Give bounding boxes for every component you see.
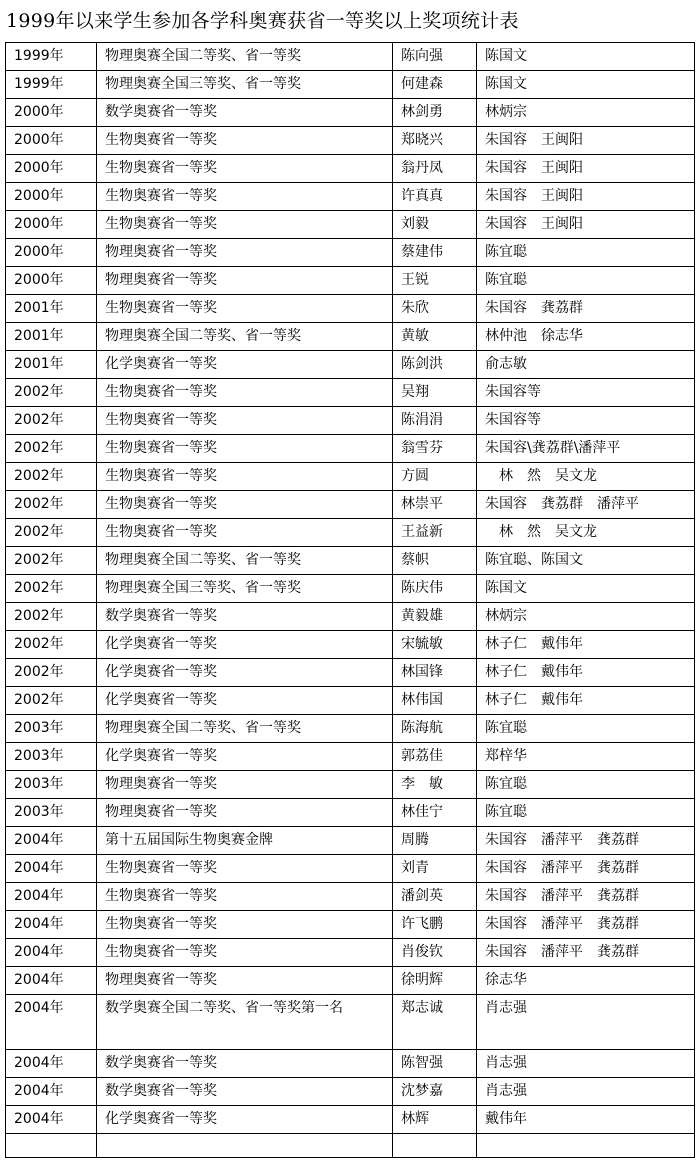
table-row [6,323,695,351]
table-row [6,715,695,743]
teacher-cell: 陈宜聪 [477,239,695,267]
teacher-cell: 朱国容 潘萍平 龚荔群 [477,827,695,855]
student-cell: 许飞鹏 [393,911,477,939]
student-cell: 王锐 [393,267,477,295]
year-cell: 2004年 [6,827,97,855]
student-cell: 蔡帜 [393,547,477,575]
student-cell: 郑志诚 [393,995,477,1050]
award-cell: 化学奥赛省一等奖 [97,743,393,771]
award-cell: 生物奥赛省一等奖 [97,491,393,519]
table-row [6,855,695,883]
teacher-cell: 郑梓华 [477,743,695,771]
student-cell: 徐明辉 [393,967,477,995]
student-cell: 李 敏 [393,771,477,799]
award-cell: 物理奥赛全国三等奖、省一等奖 [97,71,393,99]
student-cell: 翁雪芬 [393,435,477,463]
student-cell: 陈涓涓 [393,407,477,435]
award-cell: 数学奥赛省一等奖 [97,1050,393,1078]
year-cell: 2002年 [6,463,97,491]
year-cell: 2004年 [6,911,97,939]
empty-cell [477,1134,695,1158]
table-row [6,379,695,407]
teacher-cell: 朱国容 王闽阳 [477,127,695,155]
student-cell: 郭荔佳 [393,743,477,771]
student-cell: 陈海航 [393,715,477,743]
table-row [6,1050,695,1078]
award-cell: 生物奥赛省一等奖 [97,883,393,911]
award-cell: 生物奥赛省一等奖 [97,183,393,211]
year-cell: 2001年 [6,295,97,323]
award-cell: 生物奥赛省一等奖 [97,379,393,407]
year-cell: 2000年 [6,239,97,267]
teacher-cell: 朱国容 龚荔群 [477,295,695,323]
teacher-cell: 陈宜聪 [477,715,695,743]
table-row [6,687,695,715]
award-cell: 第十五届国际生物奥赛金牌 [97,827,393,855]
award-cell: 物理奥赛全国二等奖、省一等奖 [97,547,393,575]
teacher-cell: 陈国文 [477,43,695,71]
teacher-cell: 陈国文 [477,575,695,603]
award-cell: 数学奥赛全国二等奖、省一等奖第一名 [97,995,393,1050]
table-row [6,1106,695,1134]
award-cell: 生物奥赛省一等奖 [97,407,393,435]
student-cell: 肖俊钦 [393,939,477,967]
student-cell: 王益新 [393,519,477,547]
table-row [6,295,695,323]
table-row [6,43,695,71]
year-cell: 2004年 [6,1078,97,1106]
teacher-cell: 徐志华 [477,967,695,995]
award-cell: 生物奥赛省一等奖 [97,155,393,183]
teacher-cell: 朱国容等 [477,407,695,435]
teacher-cell: 朱国容 王闽阳 [477,183,695,211]
teacher-cell: 朱国容\龚荔群\潘萍平 [477,435,695,463]
student-cell: 陈庆伟 [393,575,477,603]
year-cell: 2004年 [6,939,97,967]
student-cell: 吴翔 [393,379,477,407]
table-row [6,71,695,99]
year-cell: 2004年 [6,995,97,1050]
table-row [6,463,695,491]
table-row [6,183,695,211]
empty-cell [97,1134,393,1158]
award-cell: 生物奥赛省一等奖 [97,211,393,239]
year-cell: 2000年 [6,211,97,239]
table-row [6,939,695,967]
teacher-cell: 陈宜聪 [477,799,695,827]
award-cell: 数学奥赛省一等奖 [97,1078,393,1106]
teacher-cell: 林子仁 戴伟年 [477,659,695,687]
student-cell: 潘剑英 [393,883,477,911]
award-cell: 物理奥赛省一等奖 [97,267,393,295]
teacher-cell: 肖志强 [477,1050,695,1078]
award-cell: 数学奥赛省一等奖 [97,99,393,127]
table-row [6,267,695,295]
award-cell: 生物奥赛省一等奖 [97,519,393,547]
teacher-cell: 朱国容 王闽阳 [477,211,695,239]
table-row [6,155,695,183]
award-cell: 物理奥赛省一等奖 [97,799,393,827]
table-row [6,211,695,239]
year-cell: 2002年 [6,687,97,715]
teacher-cell: 朱国容 潘萍平 龚荔群 [477,883,695,911]
award-cell: 化学奥赛省一等奖 [97,351,393,379]
teacher-cell: 林仲池 徐志华 [477,323,695,351]
student-cell: 刘毅 [393,211,477,239]
student-cell: 郑晓兴 [393,127,477,155]
year-cell: 2002年 [6,491,97,519]
teacher-cell: 陈宜聪、陈国文 [477,547,695,575]
award-table-body [6,43,695,1158]
student-cell: 蔡建伟 [393,239,477,267]
teacher-cell: 朱国容等 [477,379,695,407]
student-cell: 宋毓敏 [393,631,477,659]
table-row [6,519,695,547]
table-row [6,407,695,435]
student-cell: 周腾 [393,827,477,855]
year-cell: 2000年 [6,155,97,183]
empty-cell [6,1134,97,1158]
teacher-cell: 陈宜聪 [477,771,695,799]
year-cell: 2002年 [6,407,97,435]
award-cell: 生物奥赛省一等奖 [97,855,393,883]
table-row [6,799,695,827]
year-cell: 2002年 [6,575,97,603]
year-cell: 2004年 [6,967,97,995]
table-row [6,435,695,463]
teacher-cell: 林炳宗 [477,99,695,127]
student-cell: 陈智强 [393,1050,477,1078]
student-cell: 沈梦嘉 [393,1078,477,1106]
student-cell: 林佳宁 [393,799,477,827]
teacher-cell: 陈国文 [477,71,695,99]
award-cell: 生物奥赛省一等奖 [97,911,393,939]
teacher-cell: 朱国容 潘萍平 龚荔群 [477,855,695,883]
year-cell: 2000年 [6,99,97,127]
teacher-cell: 肖志强 [477,1078,695,1106]
table-row [6,603,695,631]
student-cell: 林剑勇 [393,99,477,127]
student-cell: 林辉 [393,1106,477,1134]
student-cell: 林伟国 [393,687,477,715]
empty-row [6,1134,695,1158]
award-cell: 物理奥赛全国二等奖、省一等奖 [97,43,393,71]
table-row [6,883,695,911]
student-cell: 何建森 [393,71,477,99]
teacher-cell: 朱国容 潘萍平 龚荔群 [477,939,695,967]
table-row [6,995,695,1050]
table-row [6,911,695,939]
year-cell: 2001年 [6,323,97,351]
student-cell: 陈剑洪 [393,351,477,379]
table-row [6,351,695,379]
year-cell: 2002年 [6,659,97,687]
year-cell: 1999年 [6,43,97,71]
teacher-cell: 林 然 吴文龙 [477,463,695,491]
student-cell: 黄毅雄 [393,603,477,631]
year-cell: 2002年 [6,603,97,631]
year-cell: 2002年 [6,379,97,407]
award-cell: 化学奥赛省一等奖 [97,1106,393,1134]
award-cell: 物理奥赛全国二等奖、省一等奖 [97,323,393,351]
year-cell: 2002年 [6,631,97,659]
teacher-cell: 朱国容 龚荔群 潘萍平 [477,491,695,519]
teacher-cell: 陈宜聪 [477,267,695,295]
student-cell: 朱欣 [393,295,477,323]
award-cell: 物理奥赛省一等奖 [97,239,393,267]
table-row [6,491,695,519]
table-row [6,239,695,267]
teacher-cell: 朱国容 潘萍平 龚荔群 [477,911,695,939]
student-cell: 陈向强 [393,43,477,71]
table-row [6,99,695,127]
table-row [6,771,695,799]
table-row [6,1078,695,1106]
award-cell: 生物奥赛省一等奖 [97,435,393,463]
teacher-cell: 俞志敏 [477,351,695,379]
award-cell: 化学奥赛省一等奖 [97,659,393,687]
year-cell: 2003年 [6,715,97,743]
year-cell: 2002年 [6,547,97,575]
year-cell: 2003年 [6,799,97,827]
award-cell: 生物奥赛省一等奖 [97,463,393,491]
teacher-cell: 朱国容 王闽阳 [477,155,695,183]
award-cell: 化学奥赛省一等奖 [97,687,393,715]
table-row [6,575,695,603]
student-cell: 翁丹凤 [393,155,477,183]
teacher-cell: 林子仁 戴伟年 [477,687,695,715]
award-cell: 生物奥赛省一等奖 [97,295,393,323]
teacher-cell: 肖志强 [477,995,695,1050]
year-cell: 2002年 [6,519,97,547]
year-cell: 2004年 [6,1106,97,1134]
table-row [6,631,695,659]
award-cell: 物理奥赛全国三等奖、省一等奖 [97,575,393,603]
table-row [6,547,695,575]
page-title: 1999年以来学生参加各学科奥赛获省一等奖以上奖项统计表 [6,10,519,32]
teacher-cell: 林炳宗 [477,603,695,631]
table-row [6,743,695,771]
table-row [6,659,695,687]
year-cell: 1999年 [6,71,97,99]
year-cell: 2002年 [6,435,97,463]
student-cell: 许真真 [393,183,477,211]
student-cell: 黄敏 [393,323,477,351]
award-cell: 物理奥赛省一等奖 [97,771,393,799]
year-cell: 2003年 [6,771,97,799]
award-cell: 物理奥赛省一等奖 [97,967,393,995]
student-cell: 林崇平 [393,491,477,519]
empty-cell [393,1134,477,1158]
student-cell: 刘青 [393,855,477,883]
award-cell: 化学奥赛省一等奖 [97,631,393,659]
teacher-cell: 林子仁 戴伟年 [477,631,695,659]
year-cell: 2003年 [6,743,97,771]
year-cell: 2004年 [6,855,97,883]
teacher-cell: 林 然 吴文龙 [477,519,695,547]
year-cell: 2001年 [6,351,97,379]
student-cell: 方圆 [393,463,477,491]
student-cell: 林国锋 [393,659,477,687]
year-cell: 2000年 [6,183,97,211]
teacher-cell: 戴伟年 [477,1106,695,1134]
table-row [6,967,695,995]
year-cell: 2000年 [6,127,97,155]
year-cell: 2004年 [6,1050,97,1078]
table-row [6,127,695,155]
award-cell: 数学奥赛省一等奖 [97,603,393,631]
award-cell: 物理奥赛全国二等奖、省一等奖 [97,715,393,743]
year-cell: 2004年 [6,883,97,911]
table-row [6,827,695,855]
award-table [5,42,695,1158]
award-cell: 生物奥赛省一等奖 [97,939,393,967]
award-cell: 生物奥赛省一等奖 [97,127,393,155]
year-cell: 2000年 [6,267,97,295]
